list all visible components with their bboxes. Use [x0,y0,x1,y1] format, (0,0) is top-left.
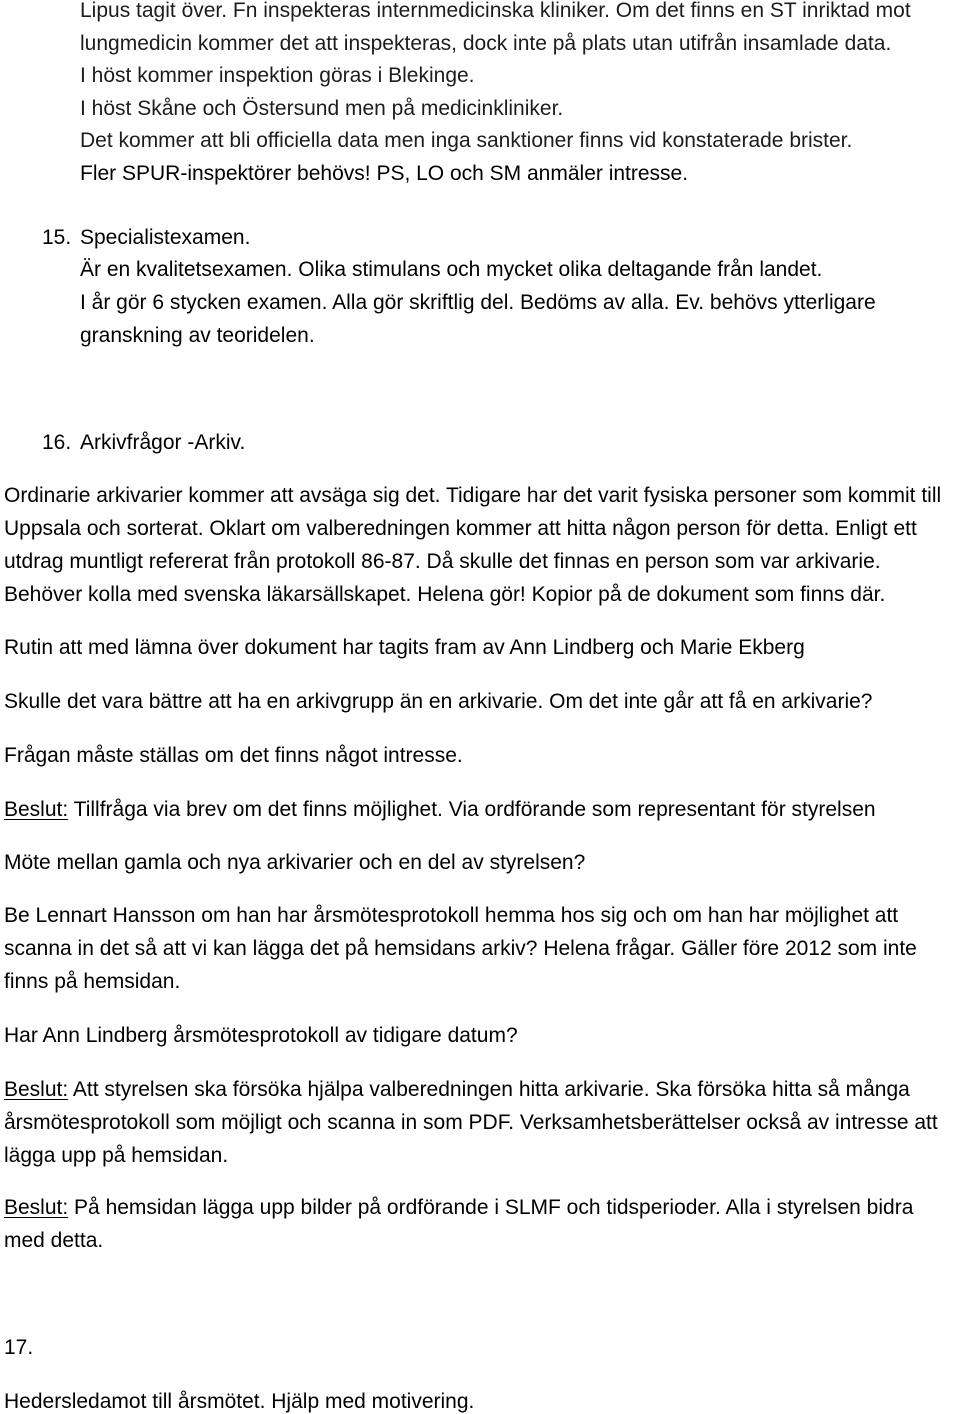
paragraph-line: årsmötesprotokoll som möjligt och scanna in som PDF. Verksamhetsberättelser också av intresse att [4,1111,938,1134]
paragraph-line: Uppsala och sorterat. Oklart om valberedningen kommer att hitta någon person för detta. Enligt ett [4,517,917,540]
inspection-line: Fler SPUR-inspektörer behövs! PS, LO och SM anmäler intresse. [80,161,689,185]
decision-find-archivist [4,1079,938,1167]
decision-label: Beslut: [4,1196,69,1219]
lennart-request [4,905,917,993]
inspection-line: Lipus tagit över. Fn inspekteras internmedicinska kliniker. Om det finns en ST inriktad mot [80,0,911,22]
paragraph-line: Möte mellan gamla och nya arkivarier och en del av styrelsen? [4,851,586,874]
section-heading-15 [42,227,250,249]
paragraph-line: Be Lennart Hansson om han har årsmötesprotokoll hemma hos sig och om han har möjlighet att [4,904,899,927]
paragraph-line: med detta. [4,1229,104,1252]
inspection-line: I höst kommer inspektion göras i Blekinge. [80,64,475,87]
routine-note [4,637,805,659]
paragraph-line: Behöver kolla med svenska läkarsällskapet. Helena gör! Kopior på de dokument som finns där. [4,583,886,606]
section-text-line: Är en kvalitetsexamen. Olika stimulans och mycket olika deltagande från landet. [80,258,823,281]
ann-lindberg-question [4,1025,518,1047]
inspection-line: I höst Skåne och Östersund men på medicinkliniker. [80,96,564,120]
paragraph-line: lägga upp på hemsidan. [4,1144,229,1167]
section-text-line: granskning av teoridelen. [80,324,315,347]
decision-line [4,1079,938,1101]
inspection-line: Det kommer att bli officiella data men inga sanktioner finns vid konstaterade brister. [80,129,853,152]
decision-text: Att styrelsen ska försöka hjälpa valberedningen hitta arkivarie. Ska försöka hitta så många [72,1078,910,1101]
paragraph-line: Frågan måste ställas om det finns något intresse. [4,744,463,767]
section-heading-16 [42,432,245,454]
paragraph-line: Rutin att med lämna över dokument har tagits fram av Ann Lindberg och Marie Ekberg [4,636,805,659]
section-number: 16. [42,431,72,454]
paragraph-line: finns på hemsidan. [4,970,181,993]
decision-label: Beslut: [4,798,69,821]
archive-group-question [4,691,872,713]
section-title: Arkivfrågor -Arkiv. [80,431,246,454]
section-heading-17 [4,1337,33,1359]
decision-chairmen-photos [4,1197,913,1252]
section-number: 17. [4,1336,34,1359]
section-number: 15. [42,226,72,249]
paragraph-line: scanna in det så att vi kan lägga det på hemsidans arkiv? Helena frågar. Gäller före 2012 som inte [4,937,917,960]
archivist-paragraph [4,485,941,606]
decision-line [4,1197,913,1219]
paragraph-line: Har Ann Lindberg årsmötesprotokoll av tidigare datum? [4,1024,518,1047]
honorary-member-note [4,1391,474,1413]
section-text-line: I år gör 6 stycken examen. Alla gör skriftlig del. Bedöms av alla. Ev. behövs ytterligare [80,291,876,314]
paragraph-line: utdrag muntligt refererat från protokoll 86-87. Då skulle det finnas en person som var arkivarie. [4,550,881,573]
decision-line [4,799,876,821]
meeting-question [4,852,585,874]
section-title: Specialistexamen. [80,226,251,249]
paragraph-line: Ordinarie arkivarier kommer att avsäga sig det. Tidigare har det varit fysiska personer som kommit till [4,484,942,507]
paragraph-line: Skulle det vara bättre att ha en arkivgrupp än en arkivarie. Om det inte går att få en arkivarie? [4,690,873,713]
specialist-exam-notes [80,259,876,347]
inspection-line: lungmedicin kommer det att inspekteras, dock inte på plats utan utifrån insamlade data. [80,31,892,55]
decision-text: På hemsidan lägga upp bilder på ordförande i SLMF och tidsperioder. Alla i styrelsen bidra [74,1196,914,1219]
decision-text: Tillfråga via brev om det finns möjlighet. Via ordförande som representant för styrelsen [73,798,876,821]
decision-letter [4,799,876,821]
inspection-notes [80,0,911,185]
interest-question [4,745,463,767]
paragraph-line: Hedersledamot till årsmötet. Hjälp med motivering. [4,1390,475,1413]
decision-label: Beslut: [4,1078,69,1101]
